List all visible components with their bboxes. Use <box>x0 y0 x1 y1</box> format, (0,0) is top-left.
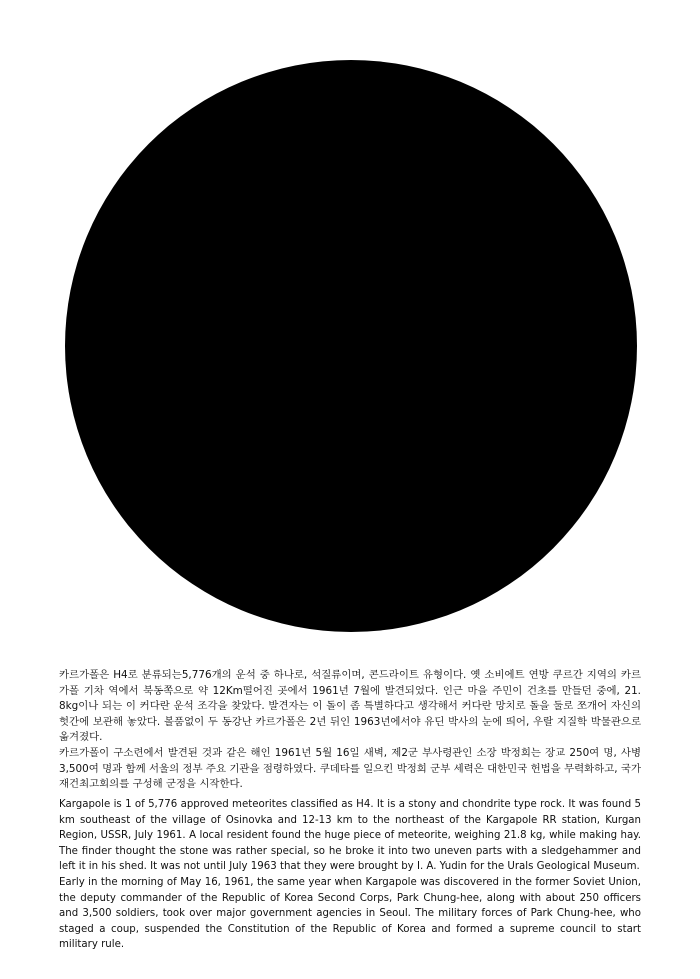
english-paragraph-meteorite: Kargapole is 1 of 5,776 approved meteorites classified as H4. It is a stony and chondrite type rock. It was found 5 km southeast of the village of Osinovka and 12-13 km to the northeast of the Kargapole RR station, Kurgan Region, USSR, July 1961. A local resident found the huge piece of meteorite, weighing 21.8 kg, while making hay. The finder thought the stone was rather special, so he broke it into two uneven parts with a sledgehammer and left it in his shed. It was not until July 1963 that they were brought by I. A. Yudin for the Urals Geological Museum. <box>59 799 641 873</box>
english-text-block <box>59 797 641 953</box>
korean-text-block <box>59 668 641 793</box>
korean-paragraph-meteorite: 카르가폴은 H4로 분류되는5,776개의 운석 중 하나로, 석질류이며, 콘드라이트 유형이다. 옛 소비에트 연방 쿠르간 지역의 카르가폴 기차 역에서 북동쪽으로 약 12Km떨어진 곳에서 1961년 7월에 발견되었다. 인근 마을 주민이 건초를 만들던 중에, 21. 8kg이나 되는 이 커다란 운석 조각을 찾았다. 발견자는 이 돌이 좀 특별하다고 생각해서 커다란 망치로 돌을 둘로 쪼개어 자신의 헛간에 보관해 놓았다. 볼품없이 두 동강난 카르가폴은 2년 뒤인 1963년에서야 유딘 박사의 눈에 띄어, 우랄 지질학 박물관으로 옮겨졌다. <box>59 669 641 744</box>
black-circle-graphic <box>65 60 637 632</box>
english-paragraph-coup: Early in the morning of May 16, 1961, the same year when Kargapole was discovered in the former Soviet Union, the deputy commander of the Republic of Korea Second Corps, Park Chung-hee, along with about 250 officers and 3,500 soldiers, took over major government agencies in Seoul. The military forces of Park Chung-hee, who staged a coup, suspended the Constitution of the Republic of Korea and formed a supreme council to start military rule. <box>59 876 641 951</box>
korean-paragraph-coup: 카르가폴이 구소련에서 발견된 것과 같은 해인 1961년 5월 16일 새벽, 제2군 부사령관인 소장 박정희는 장교 250여 명, 사병 3,500여 명과 함께 서울의 정부 주요 기관을 점령하였다. 쿠데타를 일으킨 박정희 군부 세력은 대한민국 헌법을 무력화하고, 국가재건최고회의를 구성해 군정을 시작한다. <box>59 746 641 791</box>
